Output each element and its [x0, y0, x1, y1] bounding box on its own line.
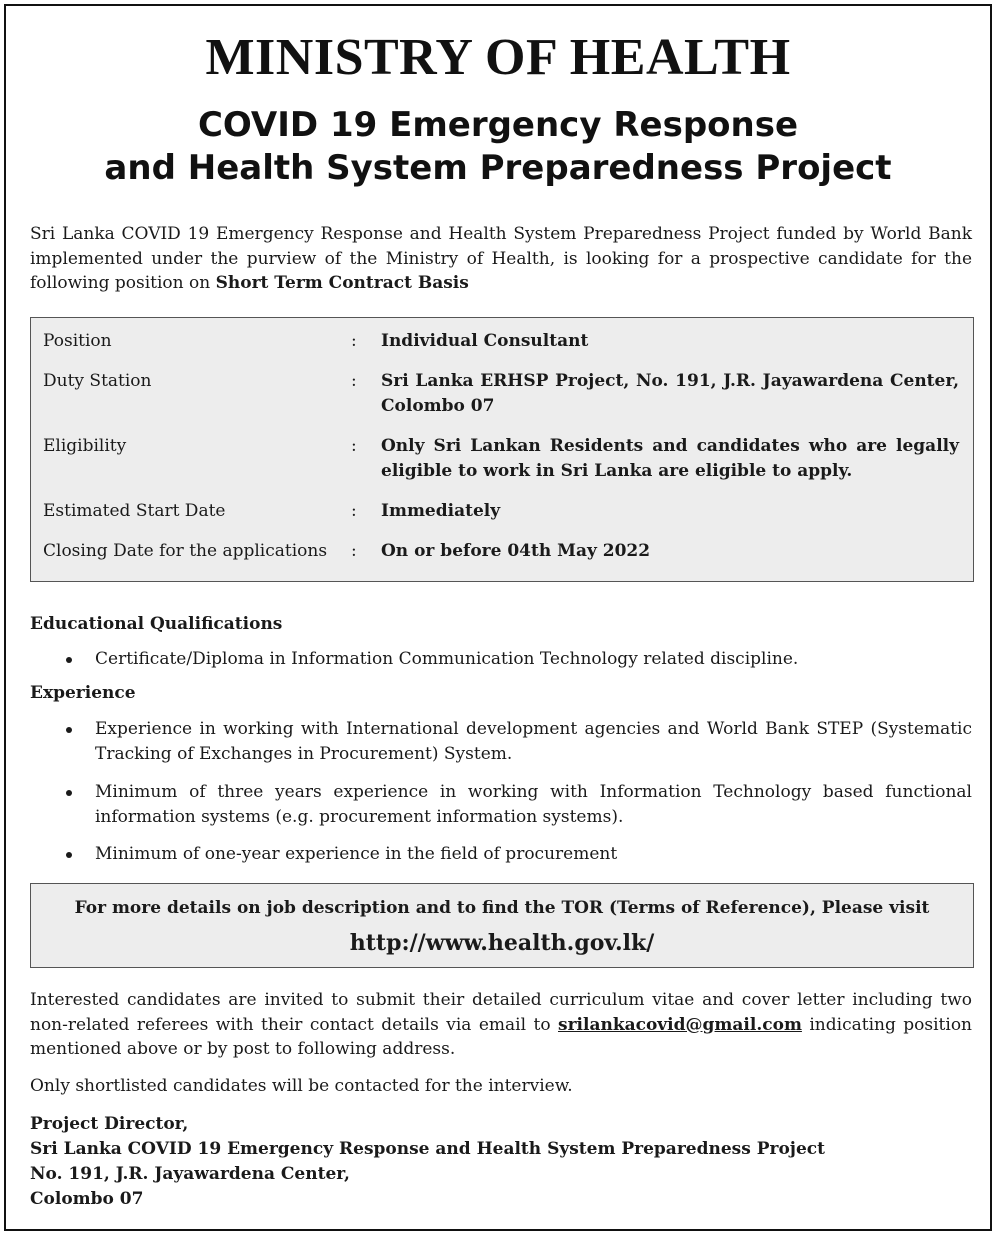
- info-label: Closing Date for the applications: [43, 541, 328, 561]
- info-colon: :: [351, 501, 357, 521]
- email-link[interactable]: srilankacovid@gmail.com: [558, 1014, 802, 1035]
- address-line-3: No. 191, J.R. Jayawardena Center,: [30, 1164, 350, 1184]
- project-title-line-1: COVID 19 Emergency Response: [197, 105, 799, 145]
- info-label: Eligibility: [43, 436, 127, 456]
- info-colon: :: [351, 436, 357, 456]
- info-label: Position: [43, 331, 112, 351]
- bullet-text: Experience in working with International development agencies and World Bank STEP (Systematic Tracking of Exchanges in Procurement) System.: [95, 719, 972, 764]
- address-line-2: Sri Lanka COVID 19 Emergency Response and Health System Preparedness Project: [30, 1139, 825, 1159]
- address-line-1: Project Director,: [30, 1114, 189, 1134]
- info-value: Immediately: [381, 501, 501, 521]
- info-colon: :: [351, 371, 357, 391]
- invite-text-after: indicating position mentioned above or by post to following address.: [30, 1014, 973, 1059]
- info-colon: :: [351, 331, 357, 351]
- intro-paragraph: [30, 222, 972, 296]
- bullet-text: Certificate/Diploma in Information Communication Technology related discipline.: [95, 649, 799, 669]
- project-title: [6, 104, 990, 190]
- info-value: Sri Lanka ERHSP Project, No. 191, J.R. Jayawardena Center, Colombo 07: [381, 371, 959, 416]
- experience-heading: Experience: [30, 683, 136, 703]
- website-link[interactable]: http://www.health.gov.lk/: [349, 930, 655, 956]
- bullet-icon: [66, 790, 72, 796]
- bullet-text: Minimum of three years experience in working with Information Technology based functional information systems (e.g. procurement information systems).: [95, 782, 972, 827]
- bullet-text: Minimum of one-year experience in the field of procurement: [95, 844, 618, 864]
- intro-text: Sri Lanka COVID 19 Emergency Response and Health System Preparedness Project funded by World Bank implemented under the purview of the Ministry of Health, is looking for a prospective candidate for the following position on: [30, 224, 972, 293]
- contract-basis: Short Term Contract Basis: [215, 273, 469, 293]
- info-value: Individual Consultant: [381, 331, 589, 351]
- address-line-4: Colombo 07: [30, 1189, 144, 1209]
- ministry-title: MINISTRY OF HEALTH: [205, 29, 791, 86]
- shortlist-note: Only shortlisted candidates will be contacted for the interview.: [30, 1076, 573, 1096]
- info-value: Only Sri Lankan Residents and candidates who are legally eligible to work in Sri Lanka are eligible to apply.: [381, 436, 959, 481]
- info-label: Estimated Start Date: [43, 501, 226, 521]
- position-info-box: [30, 317, 974, 582]
- project-title-line-2: and Health System Preparedness Project: [104, 148, 892, 188]
- invite-text-before: Interested candidates are invited to submit their detailed curriculum vitae and cover letter including two non-related referees with their contact details via email to: [30, 990, 972, 1035]
- info-label: Duty Station: [43, 371, 152, 391]
- bullet-icon: [66, 852, 72, 858]
- info-value: On or before 04th May 2022: [381, 541, 651, 561]
- invite-paragraph: [30, 988, 972, 1062]
- details-text: For more details on job description and to find the TOR (Terms of Reference), Please visit: [74, 898, 930, 918]
- details-box: [30, 883, 974, 968]
- bullet-icon: [66, 727, 72, 733]
- info-colon: :: [351, 541, 357, 561]
- advertisement-page: [4, 4, 992, 1231]
- bullet-icon: [66, 657, 72, 663]
- postal-address: [30, 1112, 825, 1212]
- education-heading: Educational Qualifications: [30, 614, 283, 634]
